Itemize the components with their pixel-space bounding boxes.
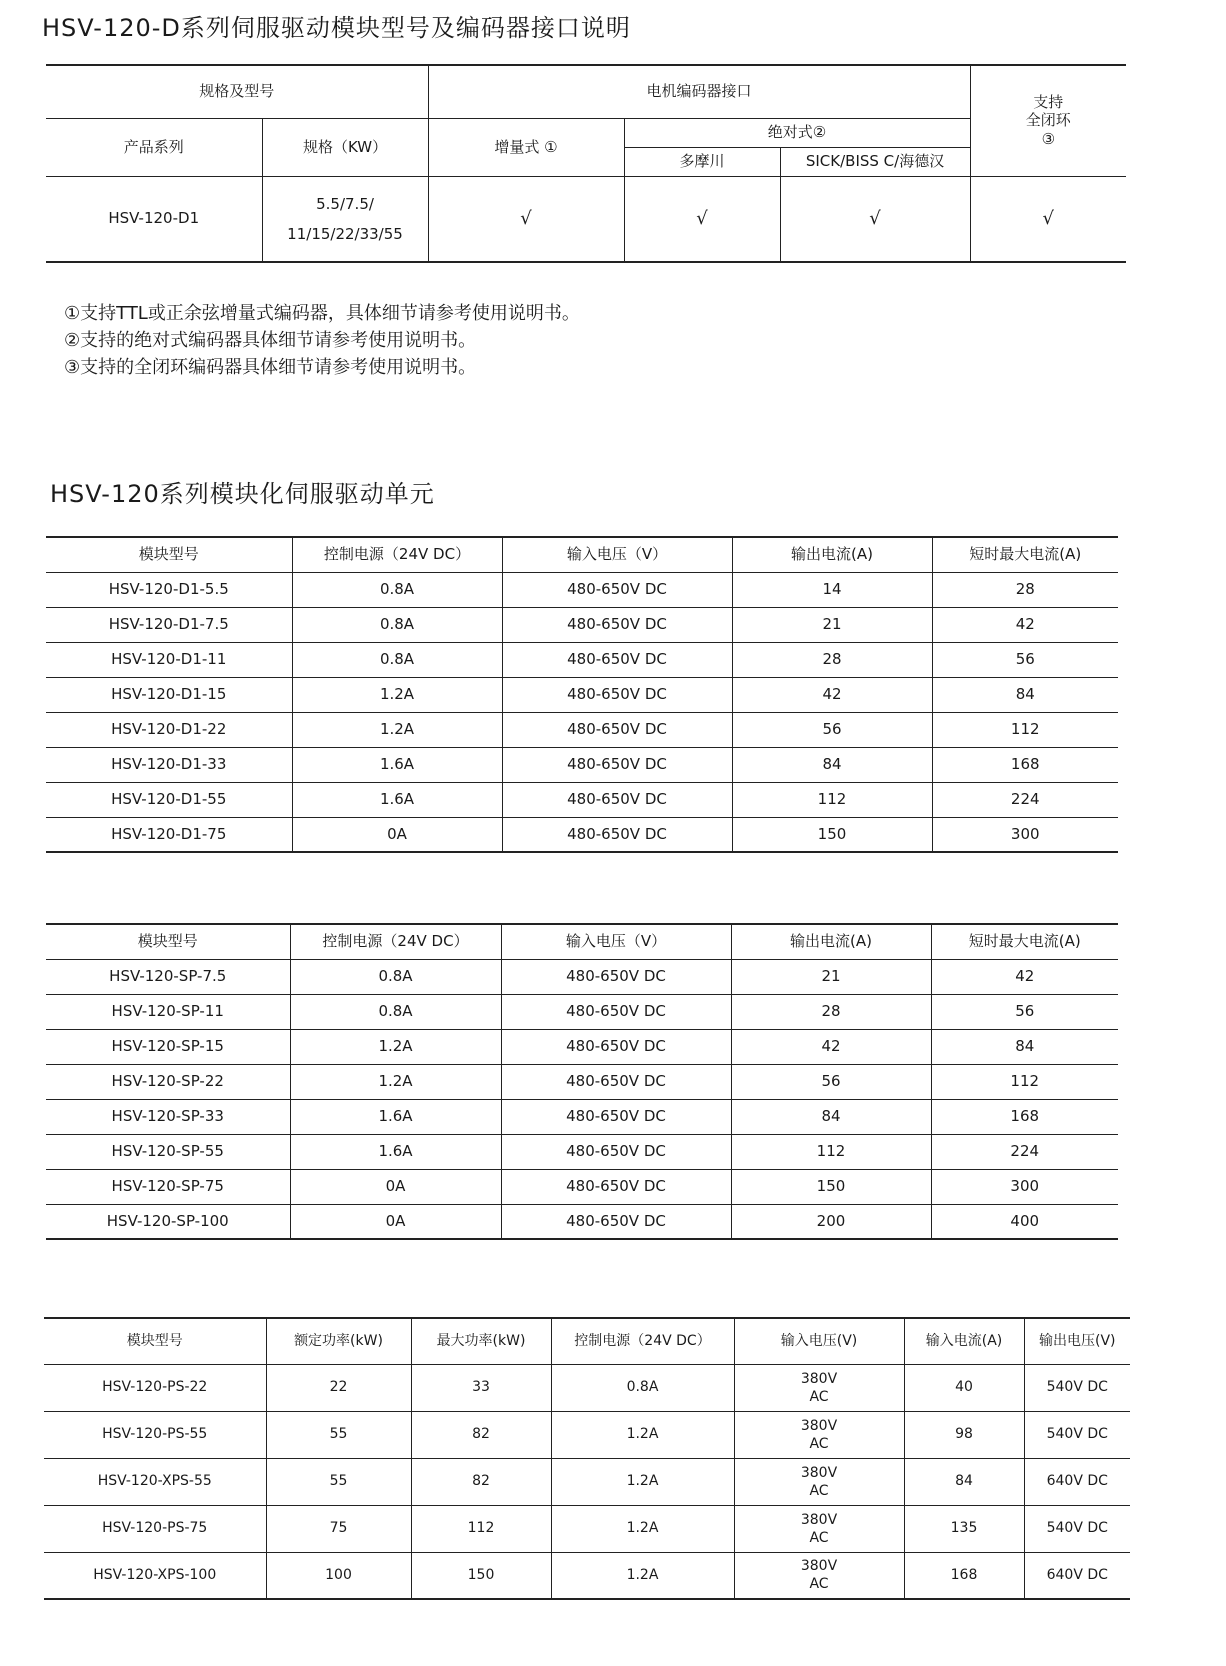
header-spec-model: 规格及型号 — [46, 65, 428, 118]
table-cell: 21 — [732, 607, 932, 642]
table-cell: 1.6A — [290, 1134, 501, 1169]
header-absolute: 绝对式② — [624, 118, 970, 147]
notes-list — [64, 300, 580, 381]
column-header: 模块型号 — [126, 1332, 183, 1349]
table-cell: 480-650V DC — [501, 959, 731, 994]
table-row — [44, 1458, 1130, 1505]
table-cell: 540V DC — [1024, 1411, 1130, 1458]
table-cell: 84 — [931, 1029, 1118, 1064]
table-cell: 40 — [904, 1364, 1024, 1411]
table-row — [46, 642, 1118, 677]
table-cell: 480-650V DC — [501, 1064, 731, 1099]
table-cell: 0.8A — [290, 994, 501, 1029]
input-voltage-value: 380V — [800, 1464, 838, 1481]
column-header: 输入电压（V） — [501, 924, 731, 959]
table-cell: 135 — [904, 1505, 1024, 1552]
table-cell: HSV-120-SP-75 — [111, 1177, 224, 1196]
table-cell: HSV-120-D1-5.5 — [108, 580, 229, 599]
table-cell: 168 — [931, 1099, 1118, 1134]
column-header: 控制电源（24V DC） — [551, 1318, 734, 1364]
header-spec-kw: 规格（KW） — [262, 118, 428, 176]
section1-title: HSV-120-D系列伺服驱动模块型号及编码器接口说明 — [42, 14, 631, 42]
header-closed-loop-line1: 支持 — [1033, 92, 1064, 111]
table-cell: 1.2A — [551, 1458, 734, 1505]
table-cell: 1.2A — [290, 1029, 501, 1064]
table-row — [46, 572, 1118, 607]
column-header: 模块型号 — [138, 545, 199, 564]
column-header: 额定功率(kW) — [266, 1318, 411, 1364]
input-voltage-cell — [734, 1505, 904, 1552]
input-voltage-type: AC — [809, 1435, 829, 1452]
header-incremental: 增量式 ① — [428, 118, 624, 176]
table-cell: 480-650V DC — [502, 607, 732, 642]
table-cell: 42 — [932, 607, 1118, 642]
header-sick-biss-heidenhain: SICK/BISS C/海德汉 — [780, 147, 970, 176]
input-voltage-value: 380V — [800, 1417, 838, 1434]
column-header: 模块型号 — [137, 932, 198, 951]
table-cell: 98 — [904, 1411, 1024, 1458]
table-cell: 1.6A — [292, 747, 502, 782]
cell-spec — [262, 176, 428, 262]
sp-module-table — [46, 923, 1118, 1240]
table-row — [46, 817, 1118, 852]
table-cell: HSV-120-D1-22 — [111, 720, 227, 739]
note-2: ②支持的绝对式编码器具体细节请参考使用说明书。 — [64, 330, 477, 351]
table-cell: HSV-120-SP-15 — [111, 1037, 224, 1056]
input-voltage-value: 380V — [800, 1511, 838, 1528]
table-cell: 480-650V DC — [502, 782, 732, 817]
d1-module-table — [46, 536, 1118, 853]
table-cell: 168 — [904, 1552, 1024, 1599]
cell-series: HSV-120-D1 — [108, 209, 200, 228]
table-cell: 1.6A — [290, 1099, 501, 1134]
table-cell: 42 — [931, 959, 1118, 994]
table-cell: 480-650V DC — [502, 642, 732, 677]
table-row — [46, 712, 1118, 747]
column-header: 输入电压（V） — [502, 537, 732, 572]
table-cell: 480-650V DC — [501, 1099, 731, 1134]
table-cell: 200 — [731, 1204, 931, 1239]
table-cell: 480-650V DC — [502, 572, 732, 607]
input-voltage-type: AC — [809, 1482, 829, 1499]
table-cell: 480-650V DC — [501, 994, 731, 1029]
column-header: 输入电流(A) — [904, 1318, 1024, 1364]
column-header: 输出电流(A) — [732, 537, 932, 572]
table-cell: HSV-120-D1-7.5 — [108, 615, 229, 634]
table-cell: 400 — [931, 1204, 1118, 1239]
input-voltage-value: 380V — [800, 1558, 838, 1575]
table-cell: 480-650V DC — [502, 817, 732, 852]
table-cell: 112 — [732, 782, 932, 817]
table-cell: 56 — [732, 712, 932, 747]
table-cell: HSV-120-D1-55 — [111, 790, 227, 809]
table-cell: 84 — [904, 1458, 1024, 1505]
table-cell: 224 — [932, 782, 1118, 817]
cell-spec-line1: 5.5/7.5/ — [316, 194, 374, 213]
table-cell: HSV-120-D1-33 — [111, 755, 227, 774]
column-header: 短时最大电流(A) — [931, 924, 1118, 959]
table-cell: 33 — [411, 1364, 551, 1411]
table-cell: 42 — [732, 677, 932, 712]
table-cell: HSV-120-PS-75 — [102, 1519, 208, 1536]
table-cell: 75 — [266, 1505, 411, 1552]
table-cell: 28 — [932, 572, 1118, 607]
table-cell: 82 — [411, 1411, 551, 1458]
table-row — [46, 994, 1118, 1029]
column-header: 输出电流(A) — [731, 924, 931, 959]
table-cell: 84 — [731, 1099, 931, 1134]
table-cell: 56 — [932, 642, 1118, 677]
table-cell: HSV-120-SP-33 — [111, 1107, 224, 1126]
table-row — [46, 607, 1118, 642]
table-cell: 0A — [290, 1169, 501, 1204]
column-header: 输入电压(V) — [734, 1318, 904, 1364]
input-voltage-cell — [734, 1411, 904, 1458]
table-cell: 0A — [292, 817, 502, 852]
table-row — [46, 1134, 1118, 1169]
table-cell: 14 — [732, 572, 932, 607]
table-row — [46, 677, 1118, 712]
table-cell: HSV-120-XPS-100 — [93, 1566, 217, 1583]
check-tamagawa: √ — [624, 176, 780, 262]
table-cell: 150 — [411, 1552, 551, 1599]
table-cell: 150 — [731, 1169, 931, 1204]
input-voltage-type: AC — [809, 1576, 829, 1593]
table-cell: 1.6A — [292, 782, 502, 817]
table-cell: 21 — [731, 959, 931, 994]
table-cell: HSV-120-PS-22 — [102, 1378, 208, 1395]
table-cell: HSV-120-SP-100 — [106, 1211, 229, 1230]
table-row — [44, 1411, 1130, 1458]
table-cell: 112 — [931, 1064, 1118, 1099]
table-cell: 28 — [732, 642, 932, 677]
table-cell: 1.2A — [551, 1552, 734, 1599]
table-cell: 100 — [266, 1552, 411, 1599]
input-voltage-value: 380V — [800, 1370, 838, 1387]
input-voltage-cell — [734, 1552, 904, 1599]
header-tamagawa: 多摩川 — [624, 147, 780, 176]
column-header: 最大功率(kW) — [411, 1318, 551, 1364]
table-row — [46, 959, 1118, 994]
table-cell: 480-650V DC — [501, 1169, 731, 1204]
input-voltage-type: AC — [809, 1529, 829, 1546]
table-cell: 0.8A — [292, 642, 502, 677]
table-row — [46, 1029, 1118, 1064]
header-row — [46, 924, 1118, 959]
table-cell: 540V DC — [1024, 1505, 1130, 1552]
table-cell: HSV-120-PS-55 — [102, 1425, 208, 1442]
table-cell: 28 — [731, 994, 931, 1029]
ps-module-table — [44, 1317, 1130, 1600]
cell-spec-line2: 11/15/22/33/55 — [287, 224, 403, 243]
table-cell: HSV-120-D1-11 — [111, 650, 227, 669]
input-voltage-type: AC — [809, 1388, 829, 1405]
table-cell: 0.8A — [290, 959, 501, 994]
table-cell: 84 — [932, 677, 1118, 712]
table-cell: 1.2A — [551, 1505, 734, 1552]
table-cell: 112 — [731, 1134, 931, 1169]
header-closed-loop-line2: 全闭环 — [1025, 111, 1071, 130]
header-product-series: 产品系列 — [46, 118, 262, 176]
table-row — [44, 1364, 1130, 1411]
table-row — [44, 1552, 1130, 1599]
check-closed-loop: √ — [970, 176, 1126, 262]
table-cell: 0A — [290, 1204, 501, 1239]
table-cell: 0.8A — [292, 607, 502, 642]
input-voltage-cell — [734, 1364, 904, 1411]
table-cell: 640V DC — [1024, 1552, 1130, 1599]
table-row — [44, 1505, 1130, 1552]
table-cell: HSV-120-D1-75 — [111, 824, 227, 843]
table-cell: 300 — [932, 817, 1118, 852]
check-incremental: √ — [428, 176, 624, 262]
table-cell: 42 — [731, 1029, 931, 1064]
table-cell: 224 — [931, 1134, 1118, 1169]
header-closed-loop — [970, 65, 1126, 176]
column-header: 输出电压(V) — [1024, 1318, 1130, 1364]
table-row — [46, 1064, 1118, 1099]
check-sick: √ — [780, 176, 970, 262]
table-cell: 55 — [266, 1458, 411, 1505]
table-cell: 112 — [411, 1505, 551, 1552]
table-cell: HSV-120-SP-22 — [111, 1072, 224, 1091]
section2-title: HSV-120系列模块化伺服驱动单元 — [50, 480, 435, 508]
header-encoder-interface: 电机编码器接口 — [428, 65, 970, 118]
note-1: ①支持TTL或正余弦增量式编码器，具体细节请参考使用说明书。 — [64, 303, 580, 324]
table-cell: 300 — [931, 1169, 1118, 1204]
column-header: 控制电源（24V DC） — [292, 537, 502, 572]
table-row — [46, 1169, 1118, 1204]
table-row — [46, 1099, 1118, 1134]
table-cell: HSV-120-XPS-55 — [97, 1472, 212, 1489]
table-cell: HSV-120-D1-15 — [111, 685, 227, 704]
table-cell: 22 — [266, 1364, 411, 1411]
table-cell: 540V DC — [1024, 1364, 1130, 1411]
table-cell: 480-650V DC — [502, 677, 732, 712]
table-cell: HSV-120-SP-7.5 — [109, 967, 227, 986]
table-cell: 480-650V DC — [502, 747, 732, 782]
column-header: 短时最大电流(A) — [932, 537, 1118, 572]
header-closed-loop-line3: ③ — [1041, 130, 1056, 149]
table-cell: 150 — [732, 817, 932, 852]
table-cell: 82 — [411, 1458, 551, 1505]
header-row — [44, 1318, 1130, 1364]
table-cell: 56 — [731, 1064, 931, 1099]
table-row — [46, 782, 1118, 817]
table-cell: 0.8A — [292, 572, 502, 607]
table-cell: 480-650V DC — [501, 1134, 731, 1169]
table-cell: 84 — [732, 747, 932, 782]
table-cell: 480-650V DC — [501, 1029, 731, 1064]
table-row — [46, 1204, 1118, 1239]
table-cell: 112 — [932, 712, 1118, 747]
table-cell: 0.8A — [551, 1364, 734, 1411]
encoder-interface-table — [46, 64, 1126, 263]
table-cell: 1.2A — [292, 677, 502, 712]
table-row — [46, 747, 1118, 782]
table-cell: 55 — [266, 1411, 411, 1458]
table-cell: 168 — [932, 747, 1118, 782]
note-3: ③支持的全闭环编码器具体细节请参考使用说明书。 — [64, 357, 477, 378]
table-cell: HSV-120-SP-55 — [111, 1142, 224, 1161]
table-cell: 1.2A — [292, 712, 502, 747]
table-cell: 1.2A — [551, 1411, 734, 1458]
table-cell: 640V DC — [1024, 1458, 1130, 1505]
column-header: 控制电源（24V DC） — [290, 924, 501, 959]
table-cell: 480-650V DC — [501, 1204, 731, 1239]
table-cell: 1.2A — [290, 1064, 501, 1099]
table-cell: 480-650V DC — [502, 712, 732, 747]
header-row — [46, 537, 1118, 572]
table-cell: 56 — [931, 994, 1118, 1029]
input-voltage-cell — [734, 1458, 904, 1505]
table-cell: HSV-120-SP-11 — [111, 1002, 224, 1021]
